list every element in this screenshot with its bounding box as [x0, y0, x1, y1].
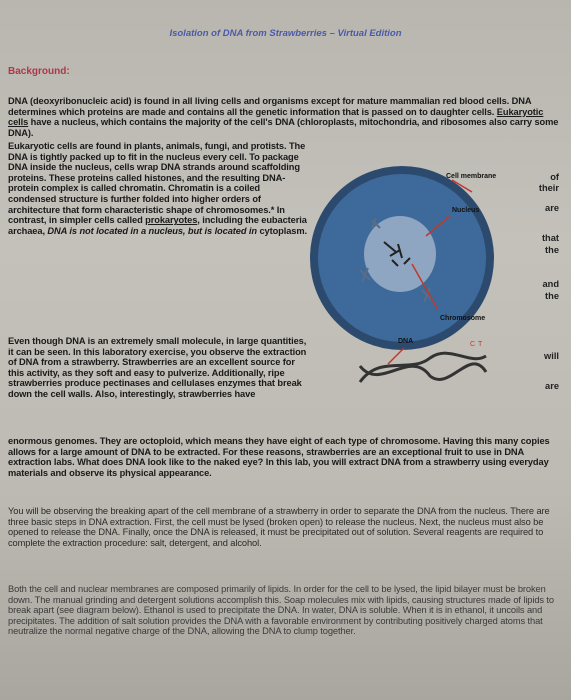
intro-text: DNA (deoxyribonucleic acid) is found in all living cells and organisms except for mature mammalian red blood cells. DNA determines which proteins are made and contains all the genetic information that is passed on to daughter cells. [8, 96, 532, 117]
intro-rest-text: have a nucleus, which contains the majority of the cell's DNA (chloroplasts, mitochondria, and ribosomes also carry some DNA). [8, 117, 559, 138]
side-word-1: of [550, 172, 559, 182]
base-label-c: C [470, 341, 476, 348]
side-word-2: their [538, 183, 559, 193]
paragraph-strawberry: Even though DNA is an extremely small molecule, in large quantities, it can be seen. In this laboratory exercise, you observe the extraction of DNA from a strawberry. Strawberries are an excellent source for this activity, as they soft and easy to pulverize. Additionally, ripe strawberries produce pectinases and cellulases enzymes that break down the cell walls. Also, interestingly, strawberries have [8, 336, 307, 399]
nucleus-label: Nucleus [452, 207, 480, 214]
base-label-t: T [478, 341, 483, 348]
side-word-7: the [545, 291, 559, 301]
background-heading: Background: [8, 66, 70, 77]
eukaryotic-italic-text: DNA is not located in a nucleus, but is located in [47, 225, 257, 236]
dna-label: DNA [398, 338, 414, 345]
eukaryotic-text-c: cytoplasm. [256, 225, 308, 236]
dna-arrow [388, 348, 404, 364]
side-word-6: and [542, 279, 559, 289]
eukaryotic-text-b: , including the eubacteria archaea, [8, 215, 307, 236]
side-word-9: are [545, 381, 559, 391]
paragraph-intro [8, 96, 560, 138]
side-word-8: will [544, 351, 559, 361]
paragraph-extraction-steps: You will be observing the breaking apart of the cell membrane of a strawberry in order to separate the DNA from the nucleus. There are three basic steps in DNA extraction. First, the cell must be lysed (broken open) to release the nucleus. Next, the nucleus must also be opened to release the DNA. Finally, once the DNA is released, it must be precipitated out of solution. Several reagents are required to complete the extraction procedure: salt, detergent, and alcohol. [8, 506, 550, 548]
dna-helix-strand-2 [360, 364, 486, 380]
paragraph-lipids: Both the cell and nuclear membranes are composed primarily of lipids. In order for the cell to be lysed, the lipid bilayer must be broken down. The manual grinding and detergent solutions accomplish this. Soap molecules mix with lipids, causing structures made of lipids to break apart (see diagram below). Ethanol is used to precipitate the DNA. In water, DNA is soluble. When it is in ethanol, it uncoils and precipitates. The addition of salt solution provides the DNA with a favorable environment by contributing positively charged atoms that neutralize the normal negative charge of the DNA, allowing the DNA to clump together. [8, 584, 554, 637]
eukaryotic-cells-link[interactable]: Eukaryotic cells [8, 106, 544, 128]
eukaryotic-text: Eukaryotic cells are found in plants, animals, fungi, and protists. The DNA is tightly packed up to fit in the nucleus every cell. To package DNA inside the nucleus, cells wrap DNA strands around scaffolding proteins. These proteins called histones, and the resulting DNA-protein complex is called chromatin. Chromatin is a coiled condensed structure is further folded into higher orders of architecture that form characteristic shape of chromosomes.* In contrast, in simpler cells called [8, 141, 306, 226]
prokaryotes-link[interactable]: prokaryotes [145, 215, 198, 226]
side-word-4: that [541, 233, 559, 243]
paragraph-genomes: enormous genomes. They are octoploid, which means they have eight of each type of chromosome. Having this many copies allows for a large amount of DNA to be extracted. For these reasons, strawberries are an exceptional fruit to use in DNA extraction labs. What does DNA look like to the naked eye? In this lab, you will extract DNA from a strawberry using everyday materials and observe its physical appearance. [8, 436, 550, 478]
cell-membrane-label: Cell membrane [446, 173, 497, 180]
document-title: Isolation of DNA from Strawberries – Virtual Edition [169, 28, 402, 39]
chromosome-label: Chromosome [440, 315, 486, 322]
side-word-3: are [545, 203, 559, 213]
side-word-5: the [545, 245, 559, 255]
paragraph-eukaryotic [8, 141, 308, 236]
cell-diagram [300, 160, 522, 430]
